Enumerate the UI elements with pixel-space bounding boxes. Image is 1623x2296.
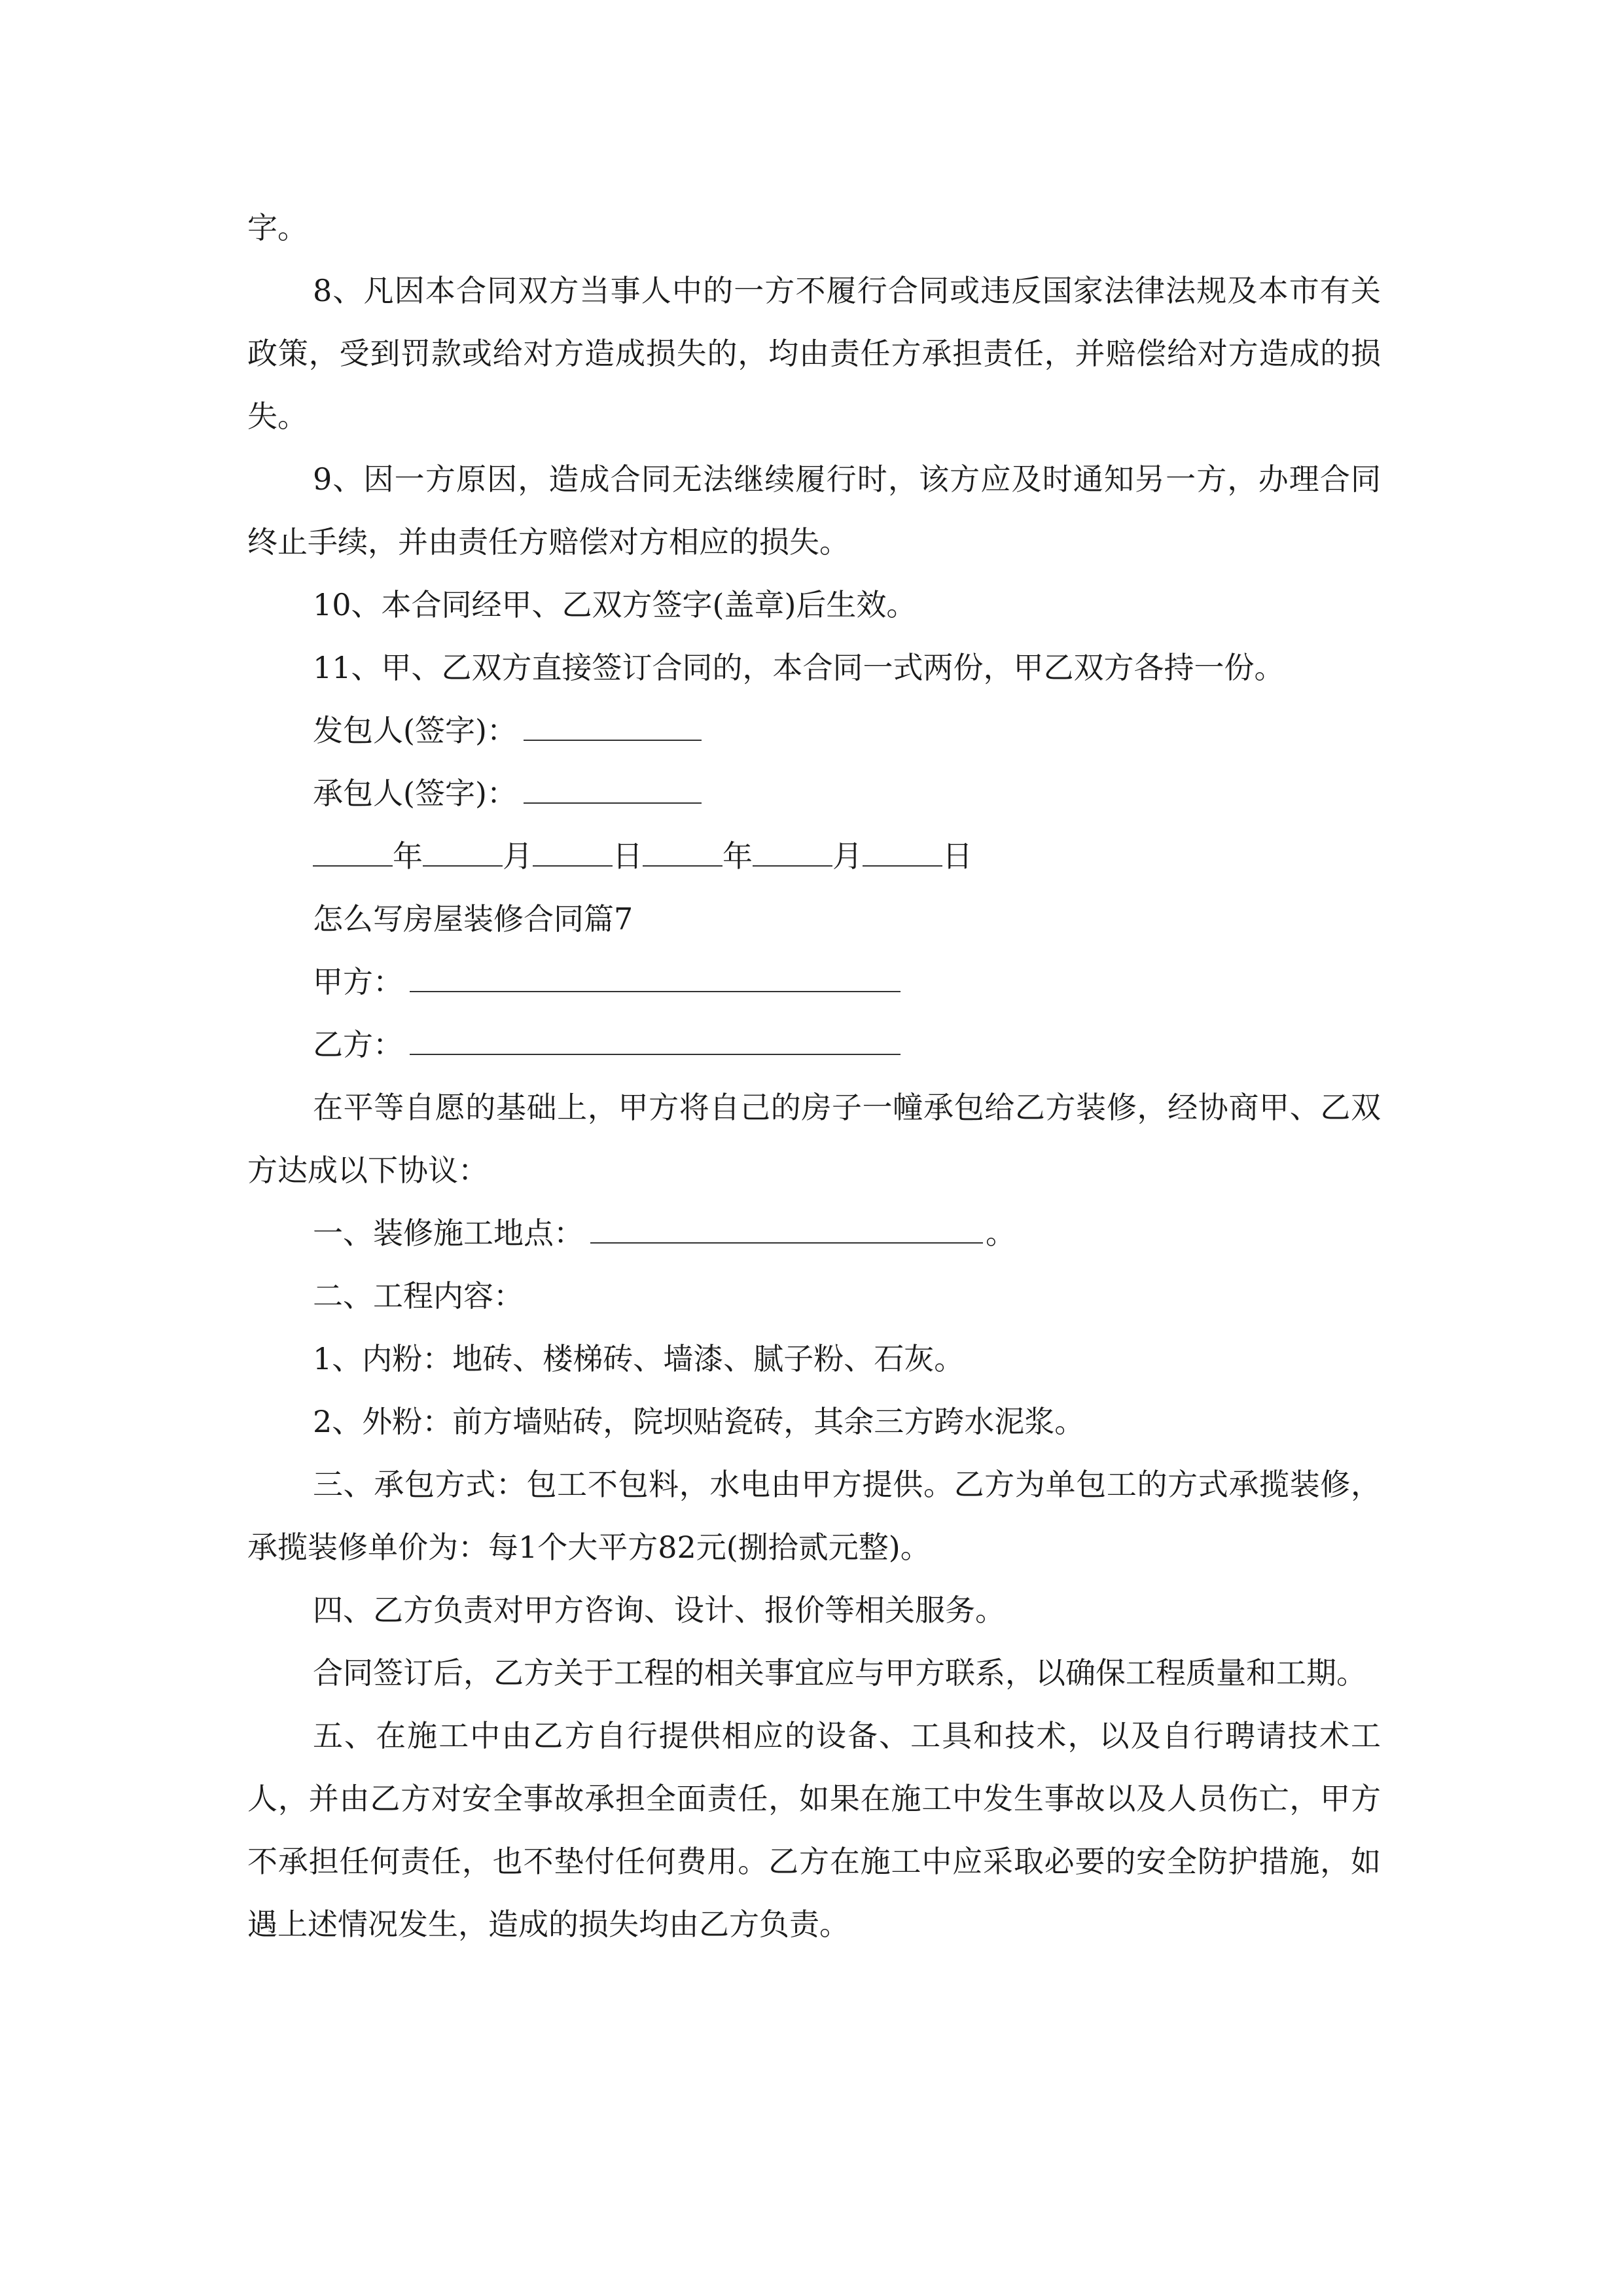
- employer-signature-label: 发包人(签字)：: [313, 713, 517, 748]
- service-clause: 四、乙方负责对甲方咨询、设计、报价等相关服务。: [313, 1592, 1005, 1628]
- clause-8: 8、凡因本合同双方当事人中的一方不履行合同或违反国家法律法规及本市有关政策，受到罚款或给对方造成损失的，均由责任方承担责任，并赔偿给对方造成的损失。: [247, 273, 1381, 434]
- location-end: 。: [986, 1215, 1016, 1251]
- party-a-line: [247, 950, 1381, 1013]
- date-line: [247, 825, 1381, 888]
- party-b-blank: [410, 1028, 901, 1055]
- contact-clause: 合同签订后，乙方关于工程的相关事宜应与甲方联系，以确保工程质量和工期。: [313, 1655, 1366, 1691]
- month-blank: [423, 839, 503, 867]
- month-blank-2: [753, 839, 832, 867]
- paragraph-continuation: 字。: [247, 210, 308, 245]
- year-label: 年: [393, 838, 423, 874]
- month-label: 月: [503, 838, 533, 874]
- employer-signature-blank: [524, 713, 702, 741]
- safety-clause: 五、在施工中由乙方自行提供相应的设备、工具和技术，以及自行聘请技术工人，并由乙方对安全事故承担全面责任，如果在施工中发生事故以及人员伤亡，甲方不承担任何责任，也不垫付任何费用。乙方在施工中应采取必要的安全防护措施，如遇上述情况发生，造成的损失均由乙方负责。: [247, 1718, 1381, 1942]
- clause-11: 11、甲、乙双方直接签订合同的，本合同一式两份，甲乙双方各持一份。: [313, 650, 1285, 685]
- document-body: [247, 196, 1381, 1956]
- day-blank: [533, 839, 613, 867]
- party-b-line: [247, 1013, 1381, 1076]
- day-label: 日: [613, 838, 643, 874]
- clause-10: 10、本合同经甲、乙双方签字(盖章)后生效。: [313, 587, 917, 622]
- year-blank: [313, 839, 393, 867]
- clause-9: 9、因一方原因，造成合同无法继续履行时，该方应及时通知另一方，办理合同终止手续，并由责任方赔偿对方相应的损失。: [247, 461, 1381, 560]
- contractor-signature-blank: [524, 776, 702, 804]
- party-a-label: 甲方：: [313, 964, 403, 999]
- interior-item: 1、内粉：地砖、楼梯砖、墙漆、腻子粉、石灰。: [313, 1341, 965, 1376]
- day-label-2: 日: [942, 838, 972, 874]
- day-blank-2: [863, 839, 942, 867]
- location-label: 一、装修施工地点：: [313, 1215, 584, 1251]
- section-title: 怎么写房屋装修合同篇7: [313, 901, 633, 937]
- contractor-signature-label: 承包人(签字)：: [313, 776, 517, 811]
- location-line: [247, 1202, 1381, 1265]
- content-heading: 二、工程内容：: [313, 1278, 524, 1314]
- exterior-item: 2、外粉：前方墙贴砖，院坝贴瓷砖，其余三方跨水泥浆。: [313, 1404, 1085, 1439]
- party-a-blank: [410, 965, 901, 992]
- year-blank-2: [643, 839, 722, 867]
- year-label-2: 年: [722, 838, 753, 874]
- location-blank: [590, 1216, 983, 1244]
- contract-method: 三、承包方式：包工不包料，水电由甲方提供。乙方为单包工的方式承揽装修，承揽装修单价为：每1个大平方82元(捌拾贰元整)。: [247, 1467, 1381, 1565]
- contractor-signature-line: [247, 762, 1381, 825]
- party-b-label: 乙方：: [313, 1027, 403, 1062]
- intro-paragraph: 在平等自愿的基础上，甲方将自己的房子一幢承包给乙方装修，经协商甲、乙双方达成以下协议：: [247, 1090, 1381, 1188]
- employer-signature-line: [247, 699, 1381, 762]
- month-label-2: 月: [832, 838, 863, 874]
